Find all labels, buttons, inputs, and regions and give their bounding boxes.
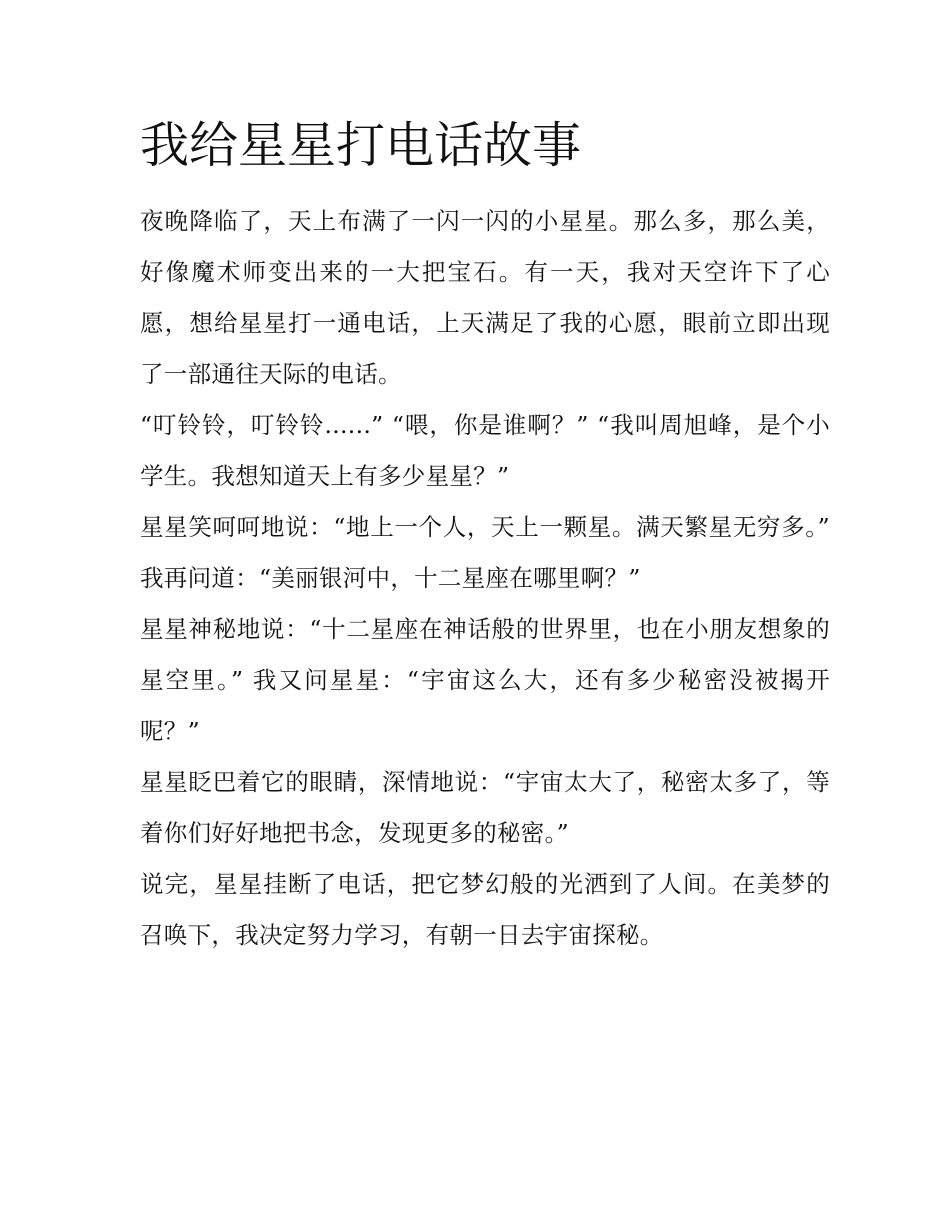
paragraph-1: 夜晚降临了，天上布满了一闪一闪的小星星。那么多，那么美，好像魔术师变出来的一大把宝石。有一天，我对天空许下了心愿，想给星星打一通电话，上天满足了我的心愿，眼前立即出现了一部通往天际的电话。 [140, 207, 830, 388]
paragraph-4: 星星神秘地说：“十二星座在神话般的世界里，也在小朋友想象的星空里。” 我又问星星：“宇宙这么大，还有多少秘密没被揭开呢？” [140, 615, 830, 745]
paragraph-6: 说完，星星挂断了电话，把它梦幻般的光洒到了人间。在美梦的召唤下，我决定努力学习，有朝一日去宇宙探秘。 [140, 870, 830, 949]
story-body [140, 196, 830, 961]
paragraph-3: 星星笑呵呵地说：“地上一个人，天上一颗星。满天繁星无穷多。” 我再问道：“美丽银河中，十二星座在哪里啊？” [140, 513, 830, 592]
paragraph-2: “叮铃铃，叮铃铃......” “喂，你是谁啊？” “我叫周旭峰，是个小学生。我想知道天上有多少星星？” [140, 411, 830, 490]
document-title: 我给星星打电话故事 [140, 117, 582, 174]
paragraph-5: 星星眨巴着它的眼睛，深情地说：“宇宙太大了，秘密太多了，等着你们好好地把书念，发现更多的秘密。” [140, 768, 830, 847]
